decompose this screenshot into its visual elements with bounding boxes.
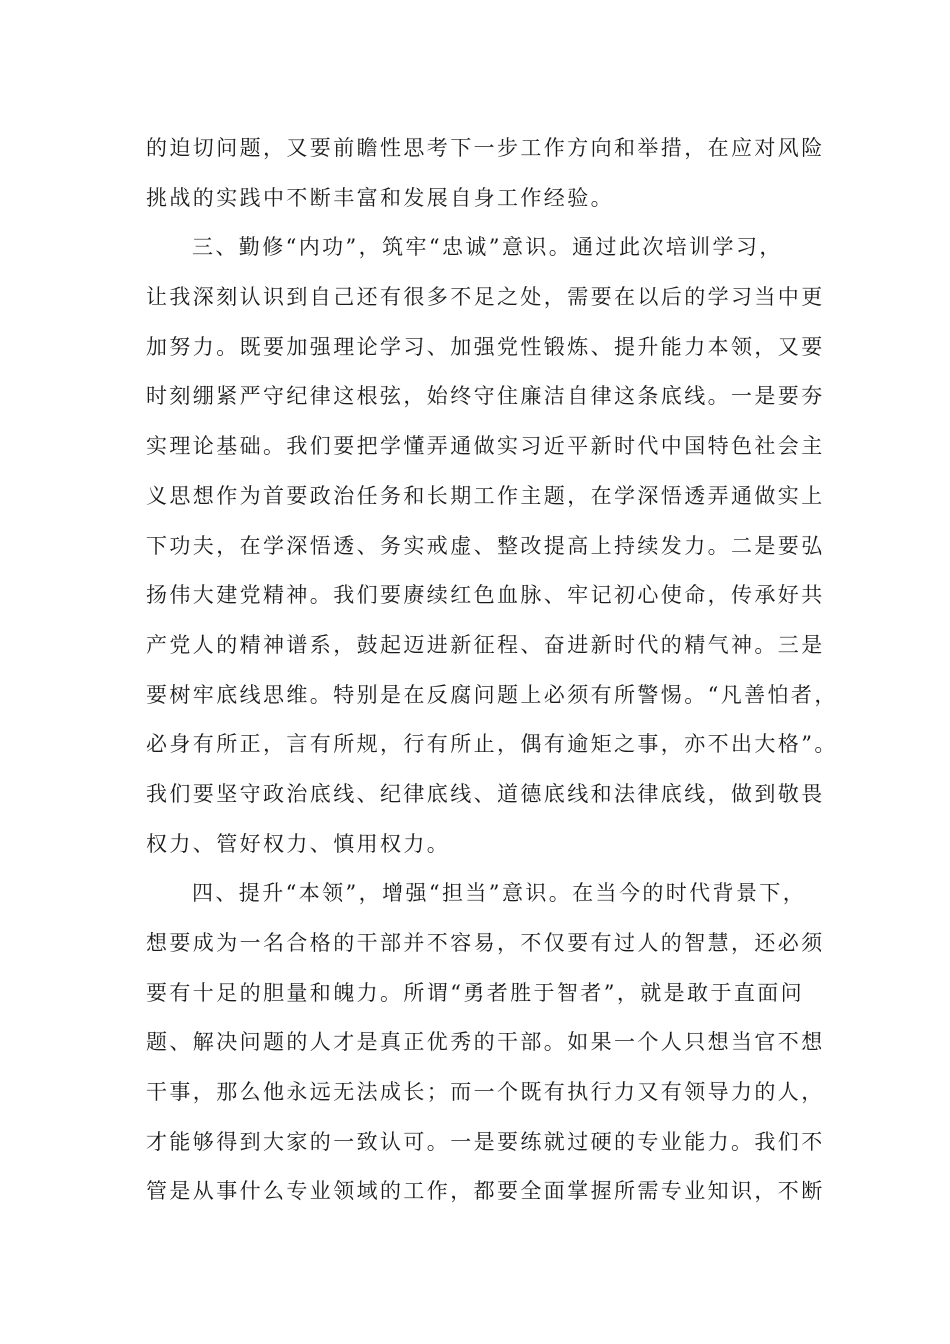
text-line: 必身有所正，言有所规，行有所止，偶有逾矩之事，亦不出大格”。 <box>146 732 838 757</box>
text-line: 加努力。既要加强理论学习、加强党性锻炼、提升能力本领，又要 <box>146 334 825 359</box>
text-line: 挑战的实践中不断丰富和发展自身工作经验。 <box>146 185 614 210</box>
text-line: 时刻绷紧严守纪律这根弦，始终守住廉洁自律这条底线。一是要夯 <box>146 384 825 409</box>
text-line: 让我深刻认识到自己还有很多不足之处，需要在以后的学习当中更 <box>146 285 825 310</box>
text-line: 才能够得到大家的一致认可。一是要练就过硬的专业能力。我们不 <box>146 1129 825 1154</box>
text-line: 下功夫，在学深悟透、务实戒虚、整改提高上持续发力。二是要弘 <box>146 533 825 558</box>
text-line: 管是从事什么专业领域的工作，都要全面掌握所需专业知识，不断 <box>146 1179 825 1204</box>
text-line: 权力、管好权力、慎用权力。 <box>146 831 451 856</box>
text-line: 我们要坚守政治底线、纪律底线、道德底线和法律底线，做到敬畏 <box>146 781 825 806</box>
text-line: 产党人的精神谱系，鼓起迈进新征程、奋进新时代的精气神。三是 <box>146 632 825 657</box>
text-line: 的迫切问题，又要前瞻性思考下一步工作方向和举措，在应对风险 <box>146 136 825 160</box>
section-heading-line: 三、勤修“内功”，筑牢“忠诚”意识。通过此次培训学习， <box>192 235 783 260</box>
text-line: 要树牢底线思维。特别是在反腐问题上必须有所警惕。“凡善怕者， <box>146 682 838 707</box>
text-line: 题、解决问题的人才是真正优秀的干部。如果一个人只想当官不想 <box>146 1030 825 1055</box>
document-body <box>146 124 838 1217</box>
text-line: 干事，那么他永远无法成长；而一个既有执行力又有领导力的人， <box>146 1080 825 1105</box>
text-line: 想要成为一名合格的干部并不容易，不仅要有过人的智慧，还必须 <box>146 931 825 955</box>
text-line: 实理论基础。我们要把学懂弄通做实习近平新时代中国特色社会主 <box>146 434 825 459</box>
text-line: 要有十足的胆量和魄力。所谓“勇者胜于智者”，就是敢于直面问 <box>146 980 805 1005</box>
section-heading-line: 四、提升“本领”，增强“担当”意识。在当今的时代背景下， <box>192 881 807 906</box>
text-line: 扬伟大建党精神。我们要赓续红色血脉、牢记初心使命，传承好共 <box>146 583 825 608</box>
text-line: 义思想作为首要政治任务和长期工作主题，在学深悟透弄通做实上 <box>146 483 825 508</box>
